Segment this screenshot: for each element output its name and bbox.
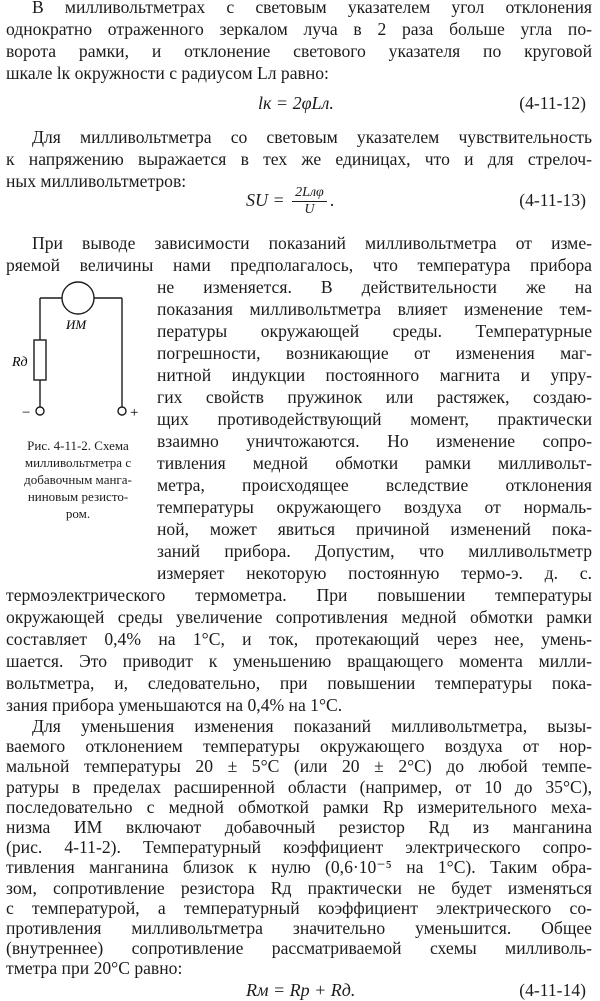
text-line: ных милливольтметров: — [6, 171, 187, 191]
text-line: шается. Это приводит к уменьшению вращающего момента милли- — [6, 651, 592, 671]
equation-4-11-12 — [258, 91, 334, 115]
equation-number: (4-11-12) — [519, 93, 586, 113]
text-line: зания прибора уменьшаются на 0,4% на 1°С. — [6, 695, 343, 715]
text-line: вольтметра, и, следовательно, при повышении температуры пока- — [6, 673, 592, 693]
text-line: Для уменьшения изменения показаний милливольтметра, вызы- — [32, 716, 592, 736]
fraction-numerator: 2Lлφ — [292, 185, 327, 202]
meter-symbol — [62, 282, 94, 314]
text-line: щих противодействующий момент, практически — [157, 409, 592, 429]
equation-number: (4-11-14) — [519, 979, 586, 1000]
text-line: ряемой величины нами предполагалось, что температура прибора — [6, 255, 592, 275]
resistor-label: Rд — [12, 355, 28, 370]
text-line: погрешности, возникающие от изменения маг- — [157, 343, 592, 363]
text-line: тметра при 20°С равно: — [6, 958, 183, 979]
text-line: тивления манганина близок к нулю (0,6·10⁻⁵ на 1°С). Таким обра- — [6, 857, 592, 878]
caption-line: милливольтметра с — [24, 455, 132, 470]
equation-4-11-14: Rм = Rр + Rд. — [246, 979, 356, 1000]
caption-line: ниновым резисто- — [27, 489, 129, 504]
text-line: Для милливольтметра со световым указателем чувствительность — [32, 127, 592, 147]
text-line: показания милливольтметра влияет изменение тем- — [157, 299, 592, 319]
text-line: ваемого отклонением температуры окружающего воздуха от нор- — [6, 736, 592, 757]
text-line: ной, может явиться причиной изменений пока- — [157, 519, 592, 539]
equation-rhs: = 2φLл. — [275, 93, 334, 113]
meter-label: ИМ — [66, 317, 87, 332]
text-line: зом, сопротивление резистора Rд практически не будет изменяться — [6, 877, 592, 898]
text-line: низма ИМ включают добавочный резистор Rд из манганина — [6, 817, 592, 837]
figure-circuit-diagram — [0, 274, 156, 434]
terminal-minus — [36, 407, 44, 415]
text-line: термоэлектрического термометра. При повышении температуры — [6, 585, 592, 605]
text-line: температуры окружающего воздуха от нормаль- — [157, 497, 592, 517]
text-line: окружающей среды увеличение сопротивления медной обмотки рамки — [6, 607, 592, 627]
text-line: нитной индукции постоянного магнита и упру- — [157, 365, 592, 385]
text-line: измеряет некоторую постоянную термо-э. д. с. — [157, 563, 592, 583]
equation-lhs: SU = — [246, 190, 285, 210]
text-line: метра, происходящее вследствие отклонения — [157, 475, 592, 495]
text-line: гих свойств пружинок или растяжек, создаю- — [157, 387, 592, 407]
caption-line: добавочным манга- — [24, 472, 132, 487]
text-line: тивления медной обмотки рамки милливольт- — [157, 453, 592, 473]
text-line: ратуры в пределах расширенной области (например, от 10 до 35°С), — [6, 776, 592, 797]
text-line: с температурой, а температурный коэффициент электрического со- — [6, 897, 592, 918]
equation-4-11-13: SU = $\frac{\text{2Lлφ}}{U}$ . — [246, 185, 335, 218]
resistor-symbol — [34, 340, 46, 380]
text-line: пературы окружающей среды. Температурные — [157, 321, 592, 341]
text-line: не изменяется. В действительности же на — [157, 277, 592, 297]
text-line: При выводе зависимости показаний милливольтметра от изме- — [32, 233, 592, 253]
equation-lhs: lк — [258, 93, 272, 113]
text-line: противления милливольтметра значительно уменьшится. Общее — [6, 918, 592, 938]
text-line: (внутреннее) сопротивление рассматриваемой схемы милливоль- — [6, 938, 592, 959]
plus-label: + — [130, 405, 139, 421]
text-line: (рис. 4-11-2). Температурный коэффициент электрического сопро- — [6, 837, 592, 858]
text-line: мальной температуры 20 ± 5°С (или 20 ± 2°С) до любой темпе- — [6, 756, 592, 777]
caption-line: ром. — [65, 506, 91, 521]
equation-fraction — [292, 185, 327, 218]
text-line: шкале lк окружности с радиусом Lл равно: — [6, 63, 329, 83]
text-line: последовательно с медной обмоткой рамки Rр измерительного меха- — [6, 796, 592, 817]
text-line: к напряжению выражается в тех же единицах, что и для стрелоч- — [6, 149, 592, 169]
text-line: В милливольтметрах с световым указателем угол отклонения — [32, 0, 592, 17]
equation-number: (4-11-13) — [519, 190, 586, 210]
minus-label: − — [22, 405, 31, 421]
text-line: ворота рамки, и отклонение светового указателя по круговой — [6, 41, 592, 61]
figure-caption — [4, 437, 152, 522]
terminal-plus — [118, 407, 126, 415]
fraction-denominator: U — [304, 202, 315, 218]
text-line: взаимно уничтожаются. Но изменение сопро- — [157, 431, 592, 451]
caption-line: Рис. 4-11-2. Схема — [27, 438, 129, 453]
text-line: заний прибора. Допустим, что милливольтметр — [157, 541, 592, 561]
text-line: однократно отраженного зеркалом луча в 2 раза больше угла по- — [6, 19, 592, 39]
text-line: составляет 0,4% на 1°С, и ток, протекающий через нее, умень- — [6, 629, 592, 649]
